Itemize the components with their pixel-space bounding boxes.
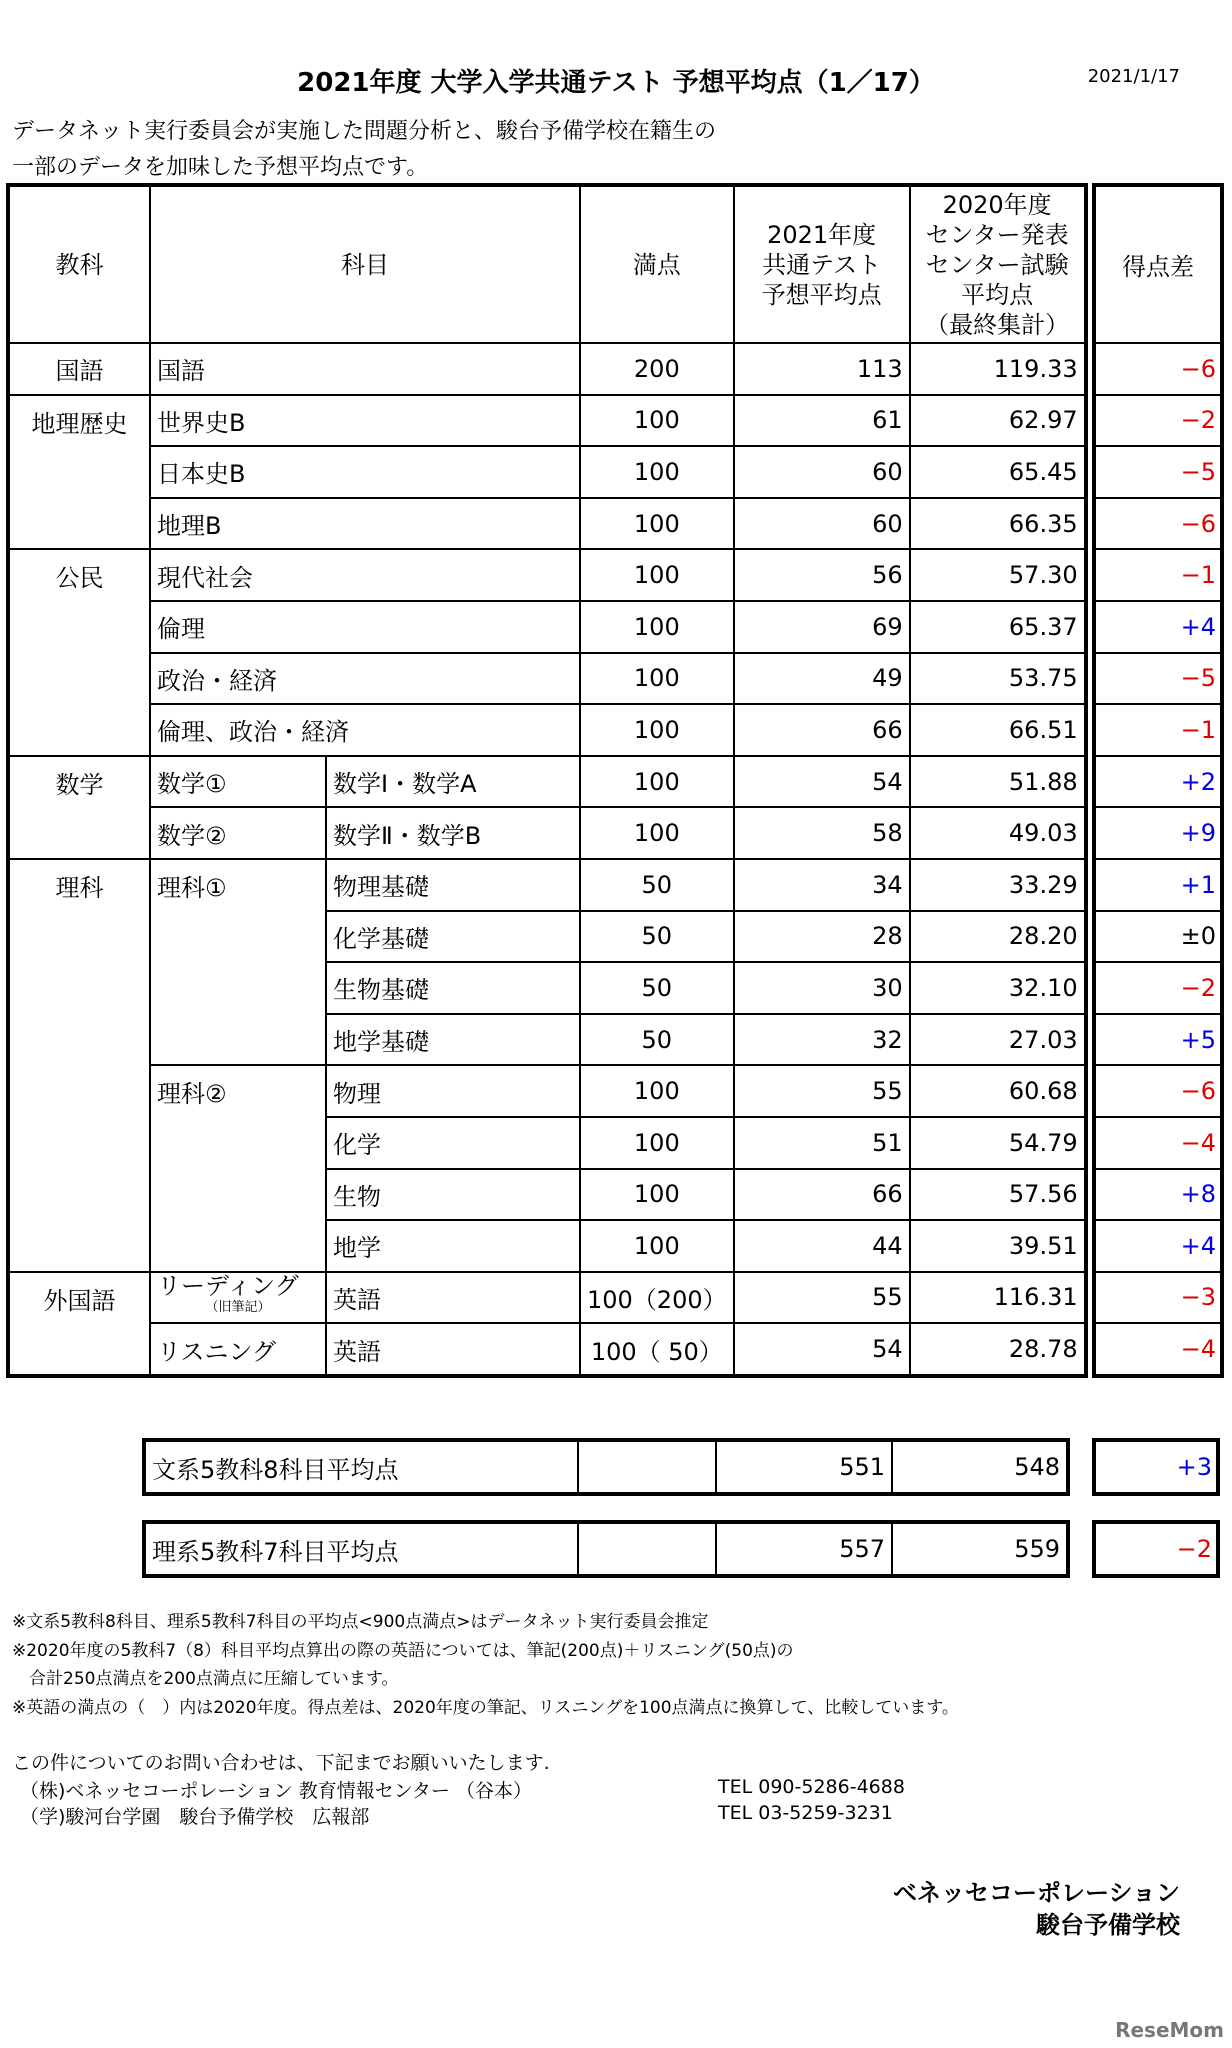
diff-cell: −4	[1094, 1323, 1222, 1376]
manten-cell: 100	[580, 1065, 734, 1117]
kyouka-cell: 数学	[8, 756, 150, 859]
prev-cell: 33.29	[910, 859, 1086, 911]
prev-cell: 49.03	[910, 807, 1086, 859]
summary-prev: 559	[892, 1522, 1068, 1576]
kamoku-cell: リスニング	[150, 1323, 326, 1376]
contact-lead: この件についてのお問い合わせは、下記までお願いいたします.	[12, 1752, 550, 1774]
note-line: ※文系5教科8科目、理系5教科7科目の平均点<900点満点>はデータネット実行委員会推定	[12, 1612, 709, 1632]
manten-cell: 100	[580, 446, 734, 498]
sub-cell: 地学	[326, 1220, 580, 1272]
pred-cell: 69	[734, 601, 910, 653]
watermark-logo: ReseMom	[1115, 2018, 1224, 2042]
diff-cell: −5	[1094, 653, 1222, 705]
table-row	[8, 498, 1086, 550]
manten-cell: 100	[580, 807, 734, 859]
pred-cell: 32	[734, 1014, 910, 1066]
summary-bunkei	[142, 1438, 1070, 1496]
pred-cell: 49	[734, 653, 910, 705]
manten-cell: 100	[580, 1117, 734, 1169]
header-diff: 得点差	[1094, 185, 1222, 343]
kamoku-cell: 地理B	[150, 498, 580, 550]
manten-cell: 100	[580, 704, 734, 756]
prev-cell: 27.03	[910, 1014, 1086, 1066]
kamoku-note: （旧筆記）	[205, 1300, 271, 1316]
summary-empty	[578, 1440, 716, 1494]
header-pred-2021	[734, 185, 910, 343]
manten-cell: 50	[580, 859, 734, 911]
note-line: 合計250点満点を200点満点に圧縮しています。	[12, 1669, 399, 1689]
prev-cell: 39.51	[910, 1220, 1086, 1272]
diff-cell: +4	[1094, 1220, 1222, 1272]
table-row	[8, 704, 1086, 756]
note-line: ※英語の満点の（ ）内は2020年度。得点差は、2020年度の筆記、リスニングを100点満点に換算して、比較しています。	[12, 1698, 959, 1718]
manten-cell: 100（ 50）	[580, 1323, 734, 1376]
sub-cell: 生物	[326, 1169, 580, 1221]
diff-cell: +1	[1094, 859, 1222, 911]
footer-org-1: ベネッセコーポレーション	[892, 1879, 1180, 1907]
manten-cell: 50	[580, 1014, 734, 1066]
kamoku-cell: 理科①	[150, 859, 326, 1065]
summary-bunkei-diff	[1092, 1438, 1220, 1496]
pred-cell: 54	[734, 1323, 910, 1376]
summary-label: 文系5教科8科目平均点	[144, 1440, 578, 1494]
kamoku-cell: 政治・経済	[150, 653, 580, 705]
summary-empty	[578, 1522, 716, 1576]
manten-cell: 100	[580, 601, 734, 653]
prev-cell: 116.31	[910, 1272, 1086, 1324]
table-row	[8, 1323, 1086, 1376]
prev-cell: 28.78	[910, 1323, 1086, 1376]
prev-cell: 66.51	[910, 704, 1086, 756]
kamoku-cell: 日本史B	[150, 446, 580, 498]
table-row	[8, 807, 1086, 859]
header-center-2020	[910, 185, 1086, 343]
pred-cell: 56	[734, 549, 910, 601]
pred-cell: 61	[734, 395, 910, 447]
pred-cell: 51	[734, 1117, 910, 1169]
kyouka-cell: 地理歴史	[8, 395, 150, 550]
footer-org-2: 駿台予備学校	[1036, 1911, 1180, 1939]
kamoku-cell: 世界史B	[150, 395, 580, 447]
prev-cell: 119.33	[910, 343, 1086, 395]
header-kyouka: 教科	[8, 185, 150, 343]
diff-cell: −5	[1094, 446, 1222, 498]
pred-cell: 60	[734, 446, 910, 498]
pred-cell: 55	[734, 1272, 910, 1324]
manten-cell: 100（200）	[580, 1272, 734, 1324]
pred-cell: 66	[734, 704, 910, 756]
sub-cell: 物理	[326, 1065, 580, 1117]
note-line: ※2020年度の5教科7（8）科目平均点算出の際の英語については、筆記(200点)＋リスニング(50点)の	[12, 1641, 794, 1661]
page-title: 2021年度 大学入学共通テスト 予想平均点（1／17）	[297, 68, 935, 98]
header-pred-line: 予想平均点	[761, 280, 882, 309]
summary-pred: 551	[716, 1440, 892, 1494]
sub-cell: 数学Ⅱ・数学B	[326, 807, 580, 859]
summary-diff: +3	[1176, 1453, 1212, 1481]
table-row	[8, 859, 1086, 911]
header-kamoku: 科目	[150, 185, 580, 343]
table-row	[8, 549, 1086, 601]
prev-cell: 53.75	[910, 653, 1086, 705]
sub-cell: 化学基礎	[326, 911, 580, 963]
header-center-line: （最終集計）	[925, 310, 1070, 339]
kyouka-cell: 国語	[8, 343, 150, 395]
manten-cell: 100	[580, 756, 734, 808]
prev-cell: 57.30	[910, 549, 1086, 601]
manten-cell: 200	[580, 343, 734, 395]
sub-cell: 地学基礎	[326, 1014, 580, 1066]
diff-cell: +9	[1094, 807, 1222, 859]
diff-cell: +2	[1094, 756, 1222, 808]
sub-cell: 生物基礎	[326, 962, 580, 1014]
kyouka-cell: 外国語	[8, 1272, 150, 1376]
kamoku-cell: 現代社会	[150, 549, 580, 601]
kamoku-cell: 国語	[150, 343, 580, 395]
diff-cell: −6	[1094, 343, 1222, 395]
diff-cell: −2	[1094, 962, 1222, 1014]
pred-cell: 113	[734, 343, 910, 395]
sub-cell: 数学Ⅰ・数学A	[326, 756, 580, 808]
summary-diff: −2	[1176, 1535, 1212, 1563]
prev-cell: 65.37	[910, 601, 1086, 653]
contact-tel-1: TEL 090-5286-4688	[718, 1776, 905, 1798]
header-pred-line: 2021年度	[767, 220, 877, 249]
diff-cell: −6	[1094, 1065, 1222, 1117]
prev-cell: 60.68	[910, 1065, 1086, 1117]
kamoku-cell: 理科②	[150, 1065, 326, 1271]
intro-line-1: データネット実行委員会が実施した問題分析と、駿台予備学校在籍生の	[12, 119, 717, 144]
prev-cell: 51.88	[910, 756, 1086, 808]
pred-cell: 55	[734, 1065, 910, 1117]
contact-org-2: （学)駿河台学園 駿台予備学校 広報部	[20, 1806, 370, 1828]
pred-cell: 66	[734, 1169, 910, 1221]
kamoku-cell	[150, 1272, 326, 1324]
diff-cell: ±0	[1094, 911, 1222, 963]
diff-cell: −2	[1094, 395, 1222, 447]
table-row	[8, 601, 1086, 653]
manten-cell: 100	[580, 1220, 734, 1272]
diff-cell: −4	[1094, 1117, 1222, 1169]
diff-cell: +8	[1094, 1169, 1222, 1221]
table-row	[8, 446, 1086, 498]
kamoku-cell: 数学①	[150, 756, 326, 808]
header-center-line: センター発表	[925, 220, 1069, 249]
manten-cell: 100	[580, 395, 734, 447]
diff-cell: −1	[1094, 704, 1222, 756]
prev-cell: 32.10	[910, 962, 1086, 1014]
pred-cell: 44	[734, 1220, 910, 1272]
pred-cell: 30	[734, 962, 910, 1014]
table-row	[8, 1272, 1086, 1324]
summary-rikei-diff	[1092, 1520, 1220, 1578]
diff-cell: −3	[1094, 1272, 1222, 1324]
diff-cell: −6	[1094, 498, 1222, 550]
intro-line-2: 一部のデータを加味した予想平均点です。	[12, 155, 429, 180]
document-date: 2021/1/17	[1087, 66, 1180, 87]
kamoku-main: リーディング	[157, 1272, 299, 1301]
sub-cell: 英語	[326, 1272, 580, 1324]
pred-cell: 58	[734, 807, 910, 859]
table-header-row	[8, 185, 1086, 343]
pred-cell: 34	[734, 859, 910, 911]
manten-cell: 100	[580, 1169, 734, 1221]
header-pred-line: 共通テスト	[762, 250, 882, 279]
score-table	[6, 183, 1088, 1378]
diff-cell: −1	[1094, 549, 1222, 601]
kyouka-cell: 公民	[8, 549, 150, 755]
header-center-line: 平均点	[961, 280, 1034, 309]
table-row	[8, 653, 1086, 705]
pred-cell: 60	[734, 498, 910, 550]
manten-cell: 100	[580, 498, 734, 550]
manten-cell: 50	[580, 962, 734, 1014]
sub-cell: 物理基礎	[326, 859, 580, 911]
table-row	[8, 1065, 1086, 1117]
summary-pred: 557	[716, 1522, 892, 1576]
summary-label: 理系5教科7科目平均点	[144, 1522, 578, 1576]
header-manten: 満点	[580, 185, 734, 343]
kyouka-cell: 理科	[8, 859, 150, 1272]
contact-tel-2: TEL 03-5259-3231	[718, 1802, 893, 1824]
manten-cell: 100	[580, 549, 734, 601]
pred-cell: 54	[734, 756, 910, 808]
prev-cell: 62.97	[910, 395, 1086, 447]
pred-cell: 28	[734, 911, 910, 963]
prev-cell: 65.45	[910, 446, 1086, 498]
prev-cell: 28.20	[910, 911, 1086, 963]
summary-rikei	[142, 1520, 1070, 1578]
kamoku-cell: 倫理	[150, 601, 580, 653]
manten-cell: 50	[580, 911, 734, 963]
manten-cell: 100	[580, 653, 734, 705]
diff-cell: +4	[1094, 601, 1222, 653]
diff-table	[1092, 183, 1224, 1378]
sub-cell: 化学	[326, 1117, 580, 1169]
kamoku-cell: 倫理、政治・経済	[150, 704, 580, 756]
sub-cell: 英語	[326, 1323, 580, 1376]
table-row	[8, 395, 1086, 447]
summary-prev: 548	[892, 1440, 1068, 1494]
prev-cell: 57.56	[910, 1169, 1086, 1221]
contact-org-1: （株)ベネッセコーポレーション 教育情報センター （谷本）	[20, 1780, 532, 1802]
header-center-line: センター試験	[925, 250, 1069, 279]
diff-cell: +5	[1094, 1014, 1222, 1066]
prev-cell: 66.35	[910, 498, 1086, 550]
header-center-line: 2020年度	[942, 190, 1052, 219]
prev-cell: 54.79	[910, 1117, 1086, 1169]
table-row	[8, 756, 1086, 808]
kamoku-cell: 数学②	[150, 807, 326, 859]
table-row	[8, 343, 1086, 395]
